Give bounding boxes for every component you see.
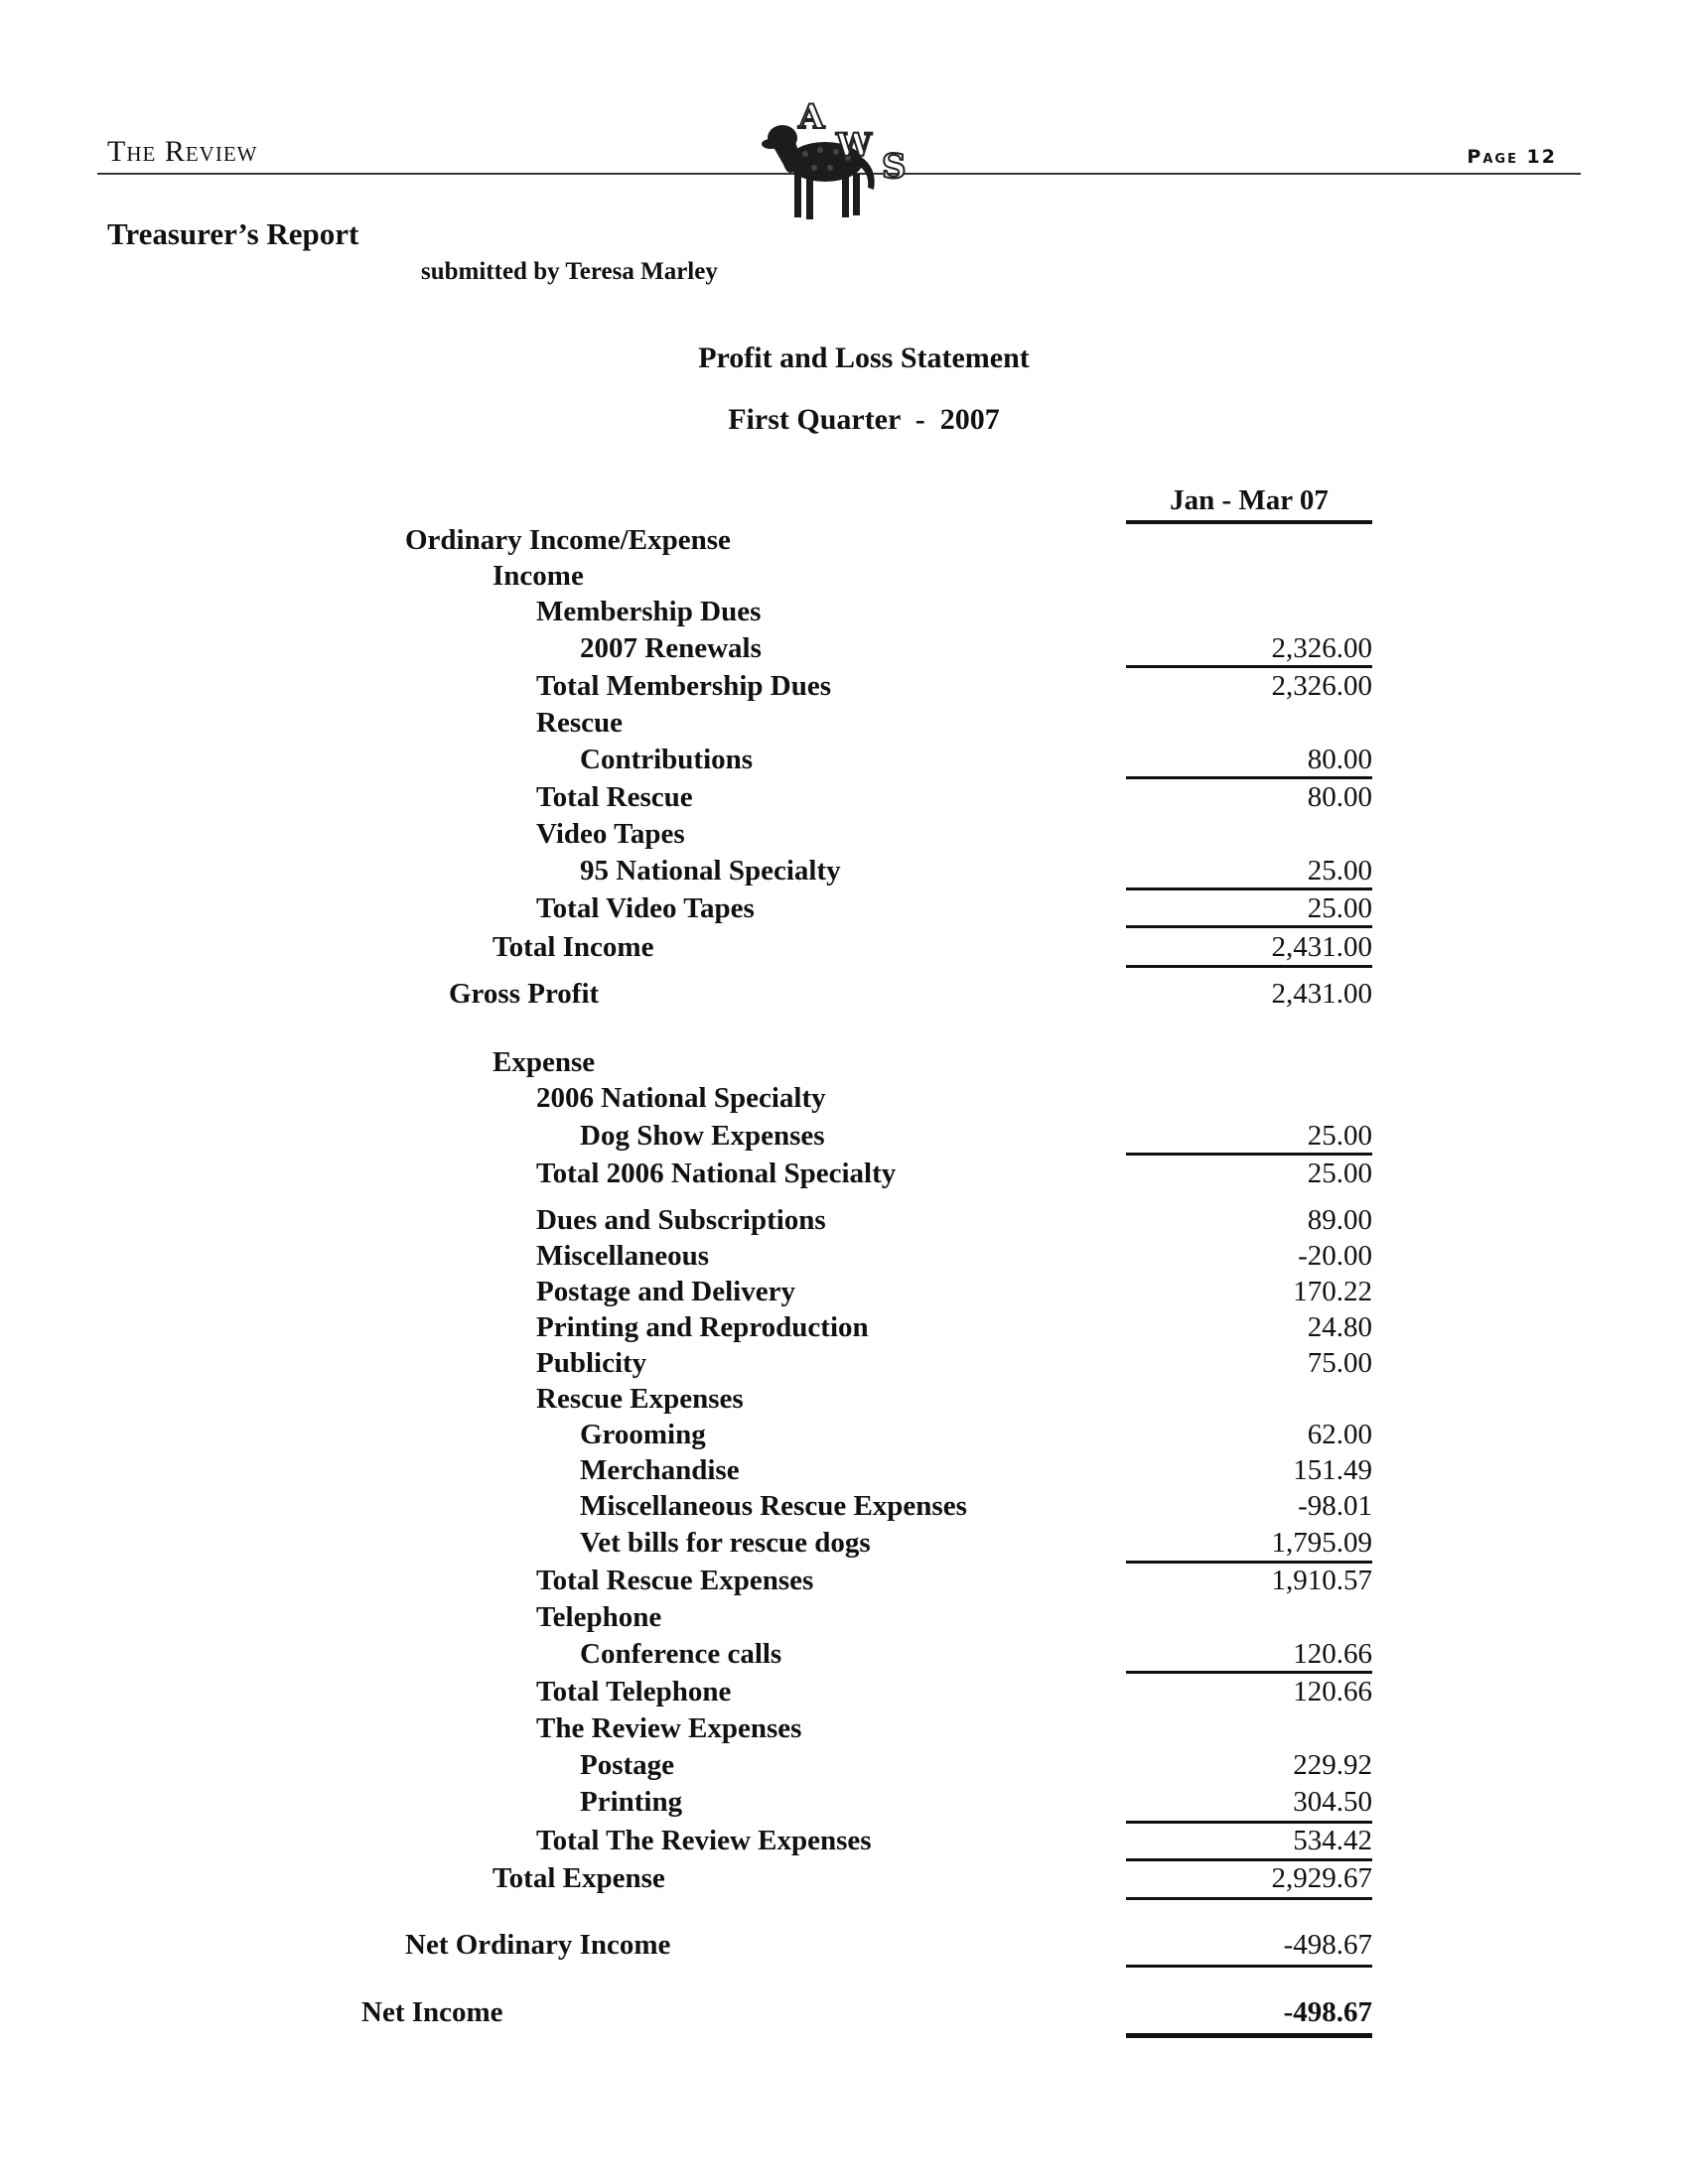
row-label: Net Income: [361, 1996, 503, 2028]
section-title: Treasurer’s Report: [107, 216, 359, 251]
row-label: Dog Show Expenses: [580, 1120, 825, 1152]
row-value: 2,431.00: [1271, 978, 1372, 1010]
subtotal-rule: [1126, 776, 1372, 779]
table-row: [0, 596, 1688, 631]
table-row: [0, 744, 1688, 779]
row-label: Income: [492, 560, 584, 592]
table-row: [0, 1601, 1688, 1637]
row-value: -498.67: [1283, 1929, 1372, 1961]
column-header: Jan - Mar 07: [1170, 484, 1329, 516]
row-value: -98.01: [1298, 1490, 1372, 1522]
row-label: Telephone: [536, 1601, 662, 1633]
statement-title: Profit and Loss Statement: [698, 341, 1030, 374]
table-row: [0, 931, 1688, 967]
table-row: [0, 1204, 1688, 1240]
row-value: 170.22: [1293, 1276, 1372, 1307]
row-value: 25.00: [1307, 1120, 1372, 1152]
page-number: Page 12: [1467, 146, 1557, 168]
row-value: 75.00: [1307, 1347, 1372, 1379]
table-row: [0, 560, 1688, 596]
row-value: 2,326.00: [1271, 632, 1372, 664]
table-row: [0, 1676, 1688, 1711]
row-label: Total Income: [492, 931, 654, 963]
table-row: [0, 892, 1688, 928]
row-value: 24.80: [1307, 1311, 1372, 1343]
table-row: [0, 1638, 1688, 1674]
table-row: [0, 1996, 1688, 2032]
table-row: [0, 1527, 1688, 1563]
table-row: [0, 1929, 1688, 1965]
subtotal-rule: [1126, 965, 1372, 968]
row-value: 80.00: [1307, 781, 1372, 813]
row-label: Total Telephone: [536, 1676, 732, 1707]
row-label: Video Tapes: [536, 818, 685, 850]
row-label: The Review Expenses: [536, 1712, 802, 1744]
row-label: Rescue Expenses: [536, 1383, 744, 1415]
table-row: [0, 855, 1688, 890]
row-value: -20.00: [1298, 1240, 1372, 1272]
subtotal-rule: [1126, 1671, 1372, 1674]
table-row: [0, 632, 1688, 668]
svg-text:A: A: [798, 97, 825, 137]
row-value: 62.00: [1307, 1419, 1372, 1450]
table-row: [0, 1120, 1688, 1156]
row-value: 80.00: [1307, 744, 1372, 775]
row-label: Vet bills for rescue dogs: [580, 1527, 871, 1559]
row-label: Grooming: [580, 1419, 706, 1450]
row-value: 25.00: [1307, 1158, 1372, 1189]
row-value: 89.00: [1307, 1204, 1372, 1236]
row-value: 1,795.09: [1271, 1527, 1372, 1559]
table-row: [0, 1240, 1688, 1276]
table-row: [0, 1311, 1688, 1347]
row-label: Publicity: [536, 1347, 647, 1379]
row-label: Total Membership Dues: [536, 670, 831, 702]
row-value: 2,929.67: [1271, 1862, 1372, 1894]
subtotal-rule: [1126, 887, 1372, 890]
row-label: Total Rescue Expenses: [536, 1565, 814, 1596]
row-value: 151.49: [1293, 1454, 1372, 1486]
table-row: [0, 1862, 1688, 1898]
table-row: [0, 1565, 1688, 1600]
water-spaniel-dog-icon: [751, 94, 929, 233]
table-row: [0, 1712, 1688, 1748]
publication-title: The Review: [107, 135, 258, 168]
row-label: 2006 National Specialty: [536, 1082, 826, 1114]
subtotal-rule: [1126, 925, 1372, 928]
row-value: 2,326.00: [1271, 670, 1372, 702]
row-label: Membership Dues: [536, 596, 762, 627]
table-row: [0, 1454, 1688, 1490]
subtotal-rule: [1126, 1965, 1372, 1968]
row-label: 95 National Specialty: [580, 855, 841, 887]
table-row: [0, 1490, 1688, 1526]
table-row: [0, 707, 1688, 743]
row-label: Total 2006 National Specialty: [536, 1158, 897, 1189]
table-row: [0, 818, 1688, 854]
row-value: 120.66: [1293, 1638, 1372, 1670]
row-value: 25.00: [1307, 892, 1372, 924]
row-label: 2007 Renewals: [580, 632, 762, 664]
table-row: [0, 670, 1688, 706]
table-row: [0, 1347, 1688, 1383]
row-label: Miscellaneous Rescue Expenses: [580, 1490, 967, 1522]
row-value: 304.50: [1293, 1786, 1372, 1818]
row-label: Net Ordinary Income: [405, 1929, 671, 1961]
row-value: -498.67: [1283, 1996, 1372, 2028]
row-label: Printing and Reproduction: [536, 1311, 869, 1343]
table-row: [0, 1158, 1688, 1193]
row-label: Contributions: [580, 744, 754, 775]
row-value: 1,910.57: [1271, 1565, 1372, 1596]
table-row: [0, 1276, 1688, 1311]
subtotal-rule: [1126, 1561, 1372, 1564]
row-label: Total Video Tapes: [536, 892, 755, 924]
subtotal-rule: [1126, 1858, 1372, 1861]
row-value: 25.00: [1307, 855, 1372, 887]
row-value: 534.42: [1293, 1825, 1372, 1856]
table-row: [0, 1046, 1688, 1082]
row-value: 120.66: [1293, 1676, 1372, 1707]
table-row: [0, 1082, 1688, 1118]
table-row: [0, 1825, 1688, 1860]
svg-text:S: S: [882, 147, 907, 187]
subtotal-rule: [1126, 1897, 1372, 1900]
row-label: Expense: [492, 1046, 596, 1078]
row-label: Postage: [580, 1749, 675, 1781]
svg-text:W: W: [836, 126, 872, 164]
row-label: Gross Profit: [449, 978, 600, 1010]
table-row: [0, 1749, 1688, 1785]
period-title: First Quarter - 2007: [728, 403, 1000, 436]
table-row: [0, 1419, 1688, 1454]
table-row: [0, 781, 1688, 817]
row-label: Rescue: [536, 707, 623, 739]
table-row: [0, 524, 1688, 560]
row-label: Printing: [580, 1786, 683, 1818]
net-income-rule: [1126, 2033, 1372, 2038]
row-label: Ordinary Income/Expense: [405, 524, 731, 556]
table-row: [0, 1383, 1688, 1419]
row-label: Merchandise: [580, 1454, 740, 1486]
row-label: Total Rescue: [536, 781, 693, 813]
row-label: Total Expense: [492, 1862, 665, 1894]
table-row: [0, 1786, 1688, 1822]
row-label: Postage and Delivery: [536, 1276, 795, 1307]
table-row: [0, 978, 1688, 1014]
row-label: Miscellaneous: [536, 1240, 709, 1272]
subtotal-rule: [1126, 1821, 1372, 1824]
subtotal-rule: [1126, 665, 1372, 668]
row-value: 2,431.00: [1271, 931, 1372, 963]
row-label: Total The Review Expenses: [536, 1825, 872, 1856]
subtotal-rule: [1126, 1153, 1372, 1156]
row-label: Conference calls: [580, 1638, 782, 1670]
byline: submitted by Teresa Marley: [421, 258, 718, 285]
row-label: Dues and Subscriptions: [536, 1204, 826, 1236]
row-value: 229.92: [1293, 1749, 1372, 1781]
